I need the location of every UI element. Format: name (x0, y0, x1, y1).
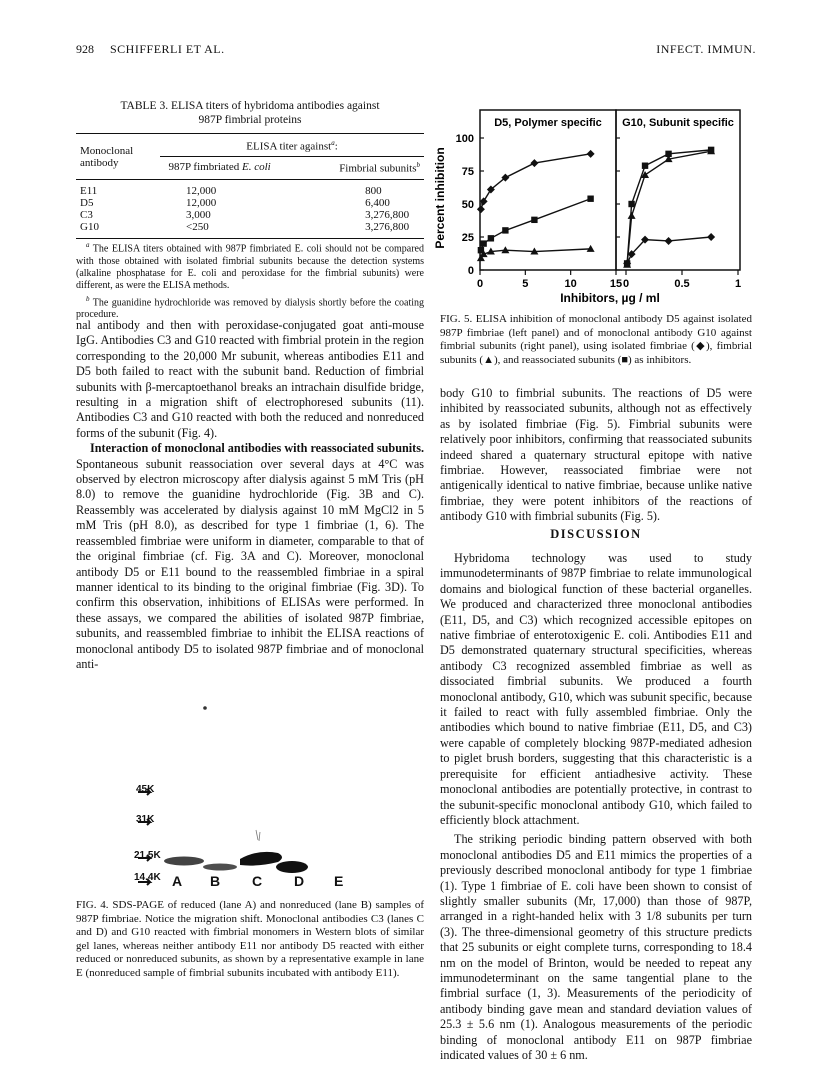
band-lane-c (240, 852, 282, 866)
lane-label: A (172, 873, 183, 889)
data-point-square (628, 201, 634, 207)
fig5-chart (420, 92, 760, 306)
y-tick-label: 0 (467, 265, 474, 277)
marker-label-45k: 45K (136, 784, 155, 795)
data-point-square (502, 227, 508, 233)
table3-group-header: ELISA titer against$^a$: (160, 134, 424, 157)
series-line (627, 151, 711, 265)
table-row: E11 12,000 800 (80, 185, 382, 198)
table-row: C3 3,000 3,276,800 (80, 209, 410, 222)
lane-label: E (334, 873, 344, 889)
series-line (481, 199, 591, 250)
table3 (76, 133, 424, 239)
header-journal: INFECT. IMMUN. (656, 42, 756, 56)
y-tick-label: 25 (461, 232, 474, 244)
gel-streak (256, 830, 260, 841)
marker-label-31k: 31K (136, 814, 155, 825)
discussion-heading: DISCUSSION (550, 527, 642, 541)
chart-panel-frame (480, 110, 616, 270)
x-tick-label: 0 (622, 278, 630, 290)
data-point-square (642, 163, 648, 169)
page-number: 928 (76, 42, 94, 56)
table3-footnotes (76, 239, 424, 321)
marker-label-14k: 14.4K (134, 872, 161, 883)
lane-label: D (294, 873, 305, 889)
data-point-square (531, 217, 537, 223)
y-tick-label: 75 (461, 166, 474, 178)
x-tick-label: 0.5 (674, 278, 690, 290)
data-point-diamond (587, 150, 595, 158)
data-point-triangle (628, 212, 636, 219)
data-point-diamond (477, 205, 485, 213)
lane-label: B (210, 873, 221, 889)
header-authors: SCHIFFERLI ET AL. (110, 42, 225, 56)
table3-col-subunits: Fimbrial subunits$^b$ (339, 160, 420, 175)
paragraph: Hybridoma technology was used to study immunodeterminants of 987P fimbriae to relate immunological domains and biological function of these bacterial organelles. We produced and characterized three monoclonal antibodies (E11, D5, and C3) which recognized accessible epitopes on native fimbriae of enterotoxigenic E. coli. Antibodies E11 and D5 demonstrated quaternary structural specificities, whereas antibody C3 recognized assembled fimbriae as well as dissociated fimbrial subunits. We produced a fourth monoclonal antibody, G10, which was subunit specific, because it failed to react with fully assembled fimbriae. Only the antibodies which bound to native fimbriae (E11, D5, and C3) were capable of completely blocking 987P-mediated adhesion to piglet brush borders, suggesting that this characteristic is a prerequisite for efficient antiadhesive activity. These monoclonal antibodies are potentially protective, in contrast to the subunit-specific monoclonal antibody G10, which failed to efficiently block attachment. (440, 551, 752, 827)
x-axis-label: Inhibitors, µg / ml (560, 291, 660, 305)
x-tick-label: 15 (609, 278, 623, 290)
table3-caption-line1: TABLE 3. ELISA titers of hybridoma antibodies against (120, 100, 380, 112)
x-tick-label: 1 (734, 278, 742, 290)
paragraph: The striking periodic binding pattern observed with both monoclonal antibodies D5 and E11 mimics the properties of a previously described monoclonal antibody for type 1 fimbriae (1). Type 1 fimbriae of E. coli have been shown to consist of slightly smaller subunits (Mr, 17,000) than those of 987P, arranged in a right-handed helix with 3 1/8 subunits per turn (3). The three-dimensional geometry of this structure predicts that 25 subunits or eight complete turns, corresponding to 18.4 nm on the model of Brinton, would be needed to repeat any immunodeterminant on the same tangential plane to the fimbrial surface (1, 3). Measurements of the periodicity of antibody binding gave mean and standard deviation values of 25.3 ± 5.6 nm (1). Analogous measurements of the periodic binding of monoclonal antibody E11 on 987P fimbriae indicated values of 30 ± 6 nm. (440, 832, 752, 1062)
paragraph: nal antibody and then with peroxidase-conjugated goat anti-mouse IgG. Antibodies C3 and G10 reacted with fimbrial protein in the region corresponding to the 20,000 Mr subunit, whereas antibodies E11 and D5 both failed to react with the subunit band. Reduction of fimbrial subunits with β-mercaptoethanol breaks an intrachain disulfide bridge, resulting in a migration shift of electrophoresed subunits (11). Antibodies C3 and G10 reacted with both the reduced and nonreduced forms of the subunit (Fig. 4). (76, 318, 424, 440)
marker-arrows (138, 789, 150, 885)
chart-panel-frame (616, 110, 740, 270)
data-point-square (488, 235, 494, 241)
data-point-diamond (665, 237, 673, 245)
fig4-gel (120, 660, 380, 890)
table3-footnote-a: $^a$ The ELISA titers obtained with 987P fimbriated E. coli should not be compared with those obtained with isolated fimbrial subunits because the detection systems (alkaline phosphatase for E. coli and peroxidase for the fimbrial subunits) were different, as were the ELISA methods. (76, 241, 424, 292)
data-point-square (587, 196, 593, 202)
left-column-text (76, 318, 424, 672)
table-row: G10 <250 3,276,800 (76, 221, 424, 239)
lane-label: C (252, 873, 263, 889)
band-lane-a (164, 857, 204, 866)
section-heading: Interaction of monoclonal antibodies with reassociated subunits. (90, 441, 424, 456)
table3-caption (76, 99, 424, 127)
y-tick-label: 100 (455, 133, 474, 145)
data-point-diamond (707, 233, 715, 241)
table-row: D5 12,000 6,400 (80, 197, 390, 210)
table3-col-antibody: Monoclonal antibody (80, 144, 134, 170)
table3-caption-line2: 987P fimbrial proteins (198, 114, 302, 126)
chart-title: D5, Polymer specific (494, 117, 602, 129)
fig4-caption: FIG. 4. SDS-PAGE of reduced (lane A) and nonreduced (lane B) samples of 987P fimbriae. Notice the migration shift. Monoclonal antibodies C3 (lanes C and D) and G10 reacted with fimbrial monomers in Western blots of similar gel lanes, whereas neither antibody E11 nor antibody D5 reacted with either reduced or nonreduced subunits, as shown by a representative example in lane E (nonreduced sample of fimbrial subunits incubated with antibody E11). (76, 899, 424, 979)
table3-col-ecoli: 987P fimbriated E. coli (168, 161, 271, 174)
paragraph: body G10 to fimbrial subunits. The reactions of D5 were inhibited by reassociated subunits, although not as effectively as by isolated fimbriae (Fig. 5). Fimbrial subunits were relatively poor inhibitors, confirming that reassociated subunits indeed shared a quaternary structural epitope with native fimbriae. However, reassociated fimbriae were not antigenically identical to native fimbriae, because unlike native fimbriae, they were potent inhibitors of the reactions of antibody G10 with fimbrial subunits (Fig. 5). (440, 386, 752, 524)
y-tick-label: 50 (461, 199, 474, 211)
y-axis-label: Percent inhibition (433, 147, 447, 249)
table3-footnote-b: $^b$ The guanidine hydrochloride was removed by dialysis shortly before the coating procedure. (76, 294, 424, 321)
right-column-text-1 (440, 386, 752, 525)
data-point-diamond (530, 159, 538, 167)
paragraph: Interaction of monoclonal antibodies with reassociated subunits. Spontaneous subunit reassociation over several days at 4°C was observed by electron microscopy after dialysis against 5 mM Tris (pH 8.0) to remove the guanidine hydrochloride (Fig. 3B and C). Reassembly was accelerated by dialysis against 10 mM MgCl2 in 5 mM Tris (pH 8.0), as described for type 1 fimbriae (1, 6). The reassembled fimbriae were uniform in diameter, comparable to that of the original fimbriae (cf. Fig. 3A and C). Moreover, monoclonal antibody D5 or E11 bound to the reassembled fimbriae in a spiral manner identical to its binding to the original fimbriae (Fig. 3D). To confirm this observation, inhibitions of ELISAs were performed. In these assays, we compared the abilities of isolated 987P fimbriae, subunits, and reassembled fimbriae to inhibit the ELISA reactions of monoclonal antibody D5 to isolated 987P fimbriae and of monoclonal anti- (76, 441, 424, 671)
marker-label-21k: 21.5K (134, 850, 161, 861)
x-tick-label: 10 (564, 278, 577, 290)
x-tick-label: 5 (522, 278, 529, 290)
fig5-caption: FIG. 5. ELISA inhibition of monoclonal antibody D5 against isolated 987P fimbriae (left panel) and of monoclonal antibody G10 against fimbrial subunits (right panel), using isolated fimbriae (◆), fimbrial subunits (▲), and reassociated subunits (■) as inhibitors. (440, 313, 752, 366)
x-tick-label: 0 (476, 278, 484, 290)
right-column-text-2 (440, 551, 752, 1063)
chart-title: G10, Subunit specific (622, 117, 734, 129)
band-lane-d (276, 861, 308, 873)
band-lane-b (203, 864, 237, 871)
data-point-square (480, 240, 486, 246)
